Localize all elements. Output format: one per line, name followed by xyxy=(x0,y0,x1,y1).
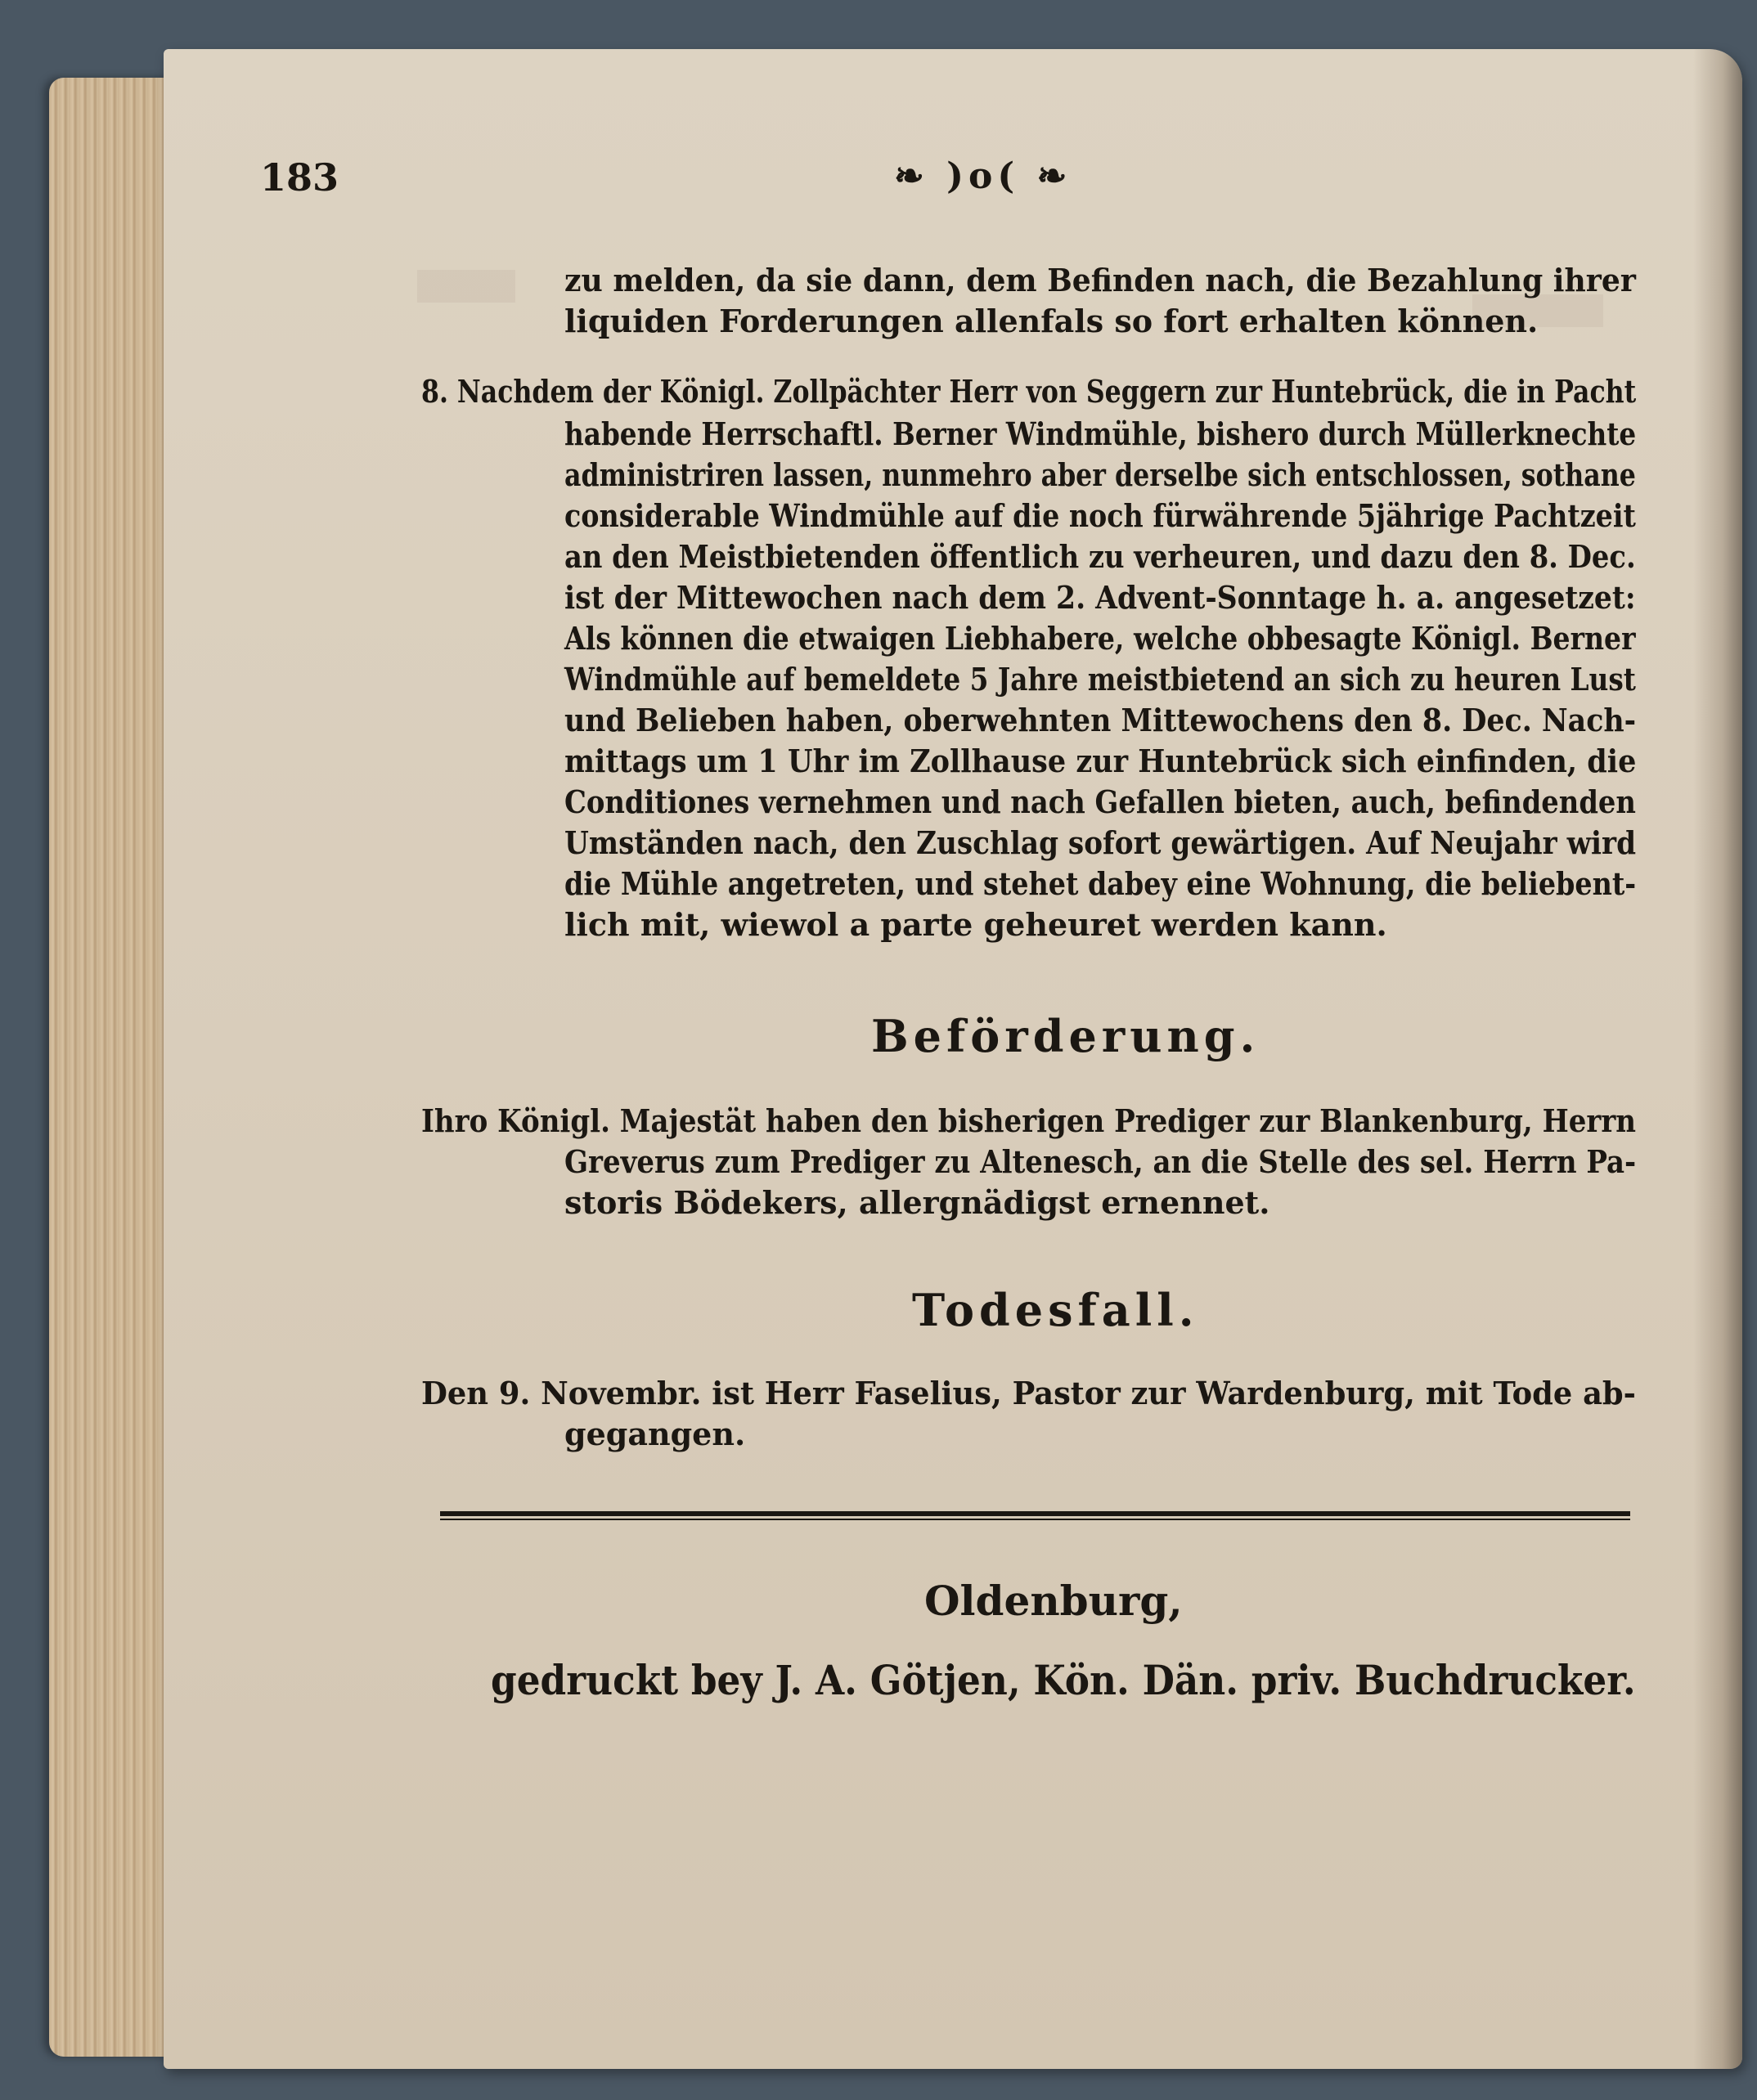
imprint-divider-rule xyxy=(440,1511,1630,1516)
text-line: und Belieben haben, oberwehnten Mittewochens den 8. Dec. Nach- xyxy=(564,702,1637,738)
text-line: Windmühle auf bemeldete 5 Jahre meistbietend an sich zu heuren Lust xyxy=(564,661,1636,698)
imprint-printer: gedruckt bey J. A. Götjen, Kön. Dän. priv. Buchdrucker. xyxy=(491,1656,1636,1704)
page-header xyxy=(260,155,1634,221)
text-line: liquiden Forderungen allenfals so fort erhalten können. xyxy=(564,303,1539,339)
text-line: storis Bödekers, allergnädigst ernennet. xyxy=(564,1184,1270,1221)
imprint-city: Oldenburg, xyxy=(924,1577,1183,1625)
text-line: Ihro Königl. Majestät haben den bisherigen Prediger zur Blankenburg, Herrn xyxy=(421,1102,1637,1139)
imprint-divider-rule-thin xyxy=(440,1519,1630,1520)
text-line: Conditiones vernehmen und nach Gefallen bieten, auch, befindenden xyxy=(564,783,1636,820)
text-line: ist der Mittewochen nach dem 2. Advent-Sonntage h. a. angesetzet: xyxy=(564,579,1636,616)
text-line: an den Meistbietenden öffentlich zu verheuren, und dazu den 8. Dec. xyxy=(564,538,1636,575)
text-line: zu melden, da sie dann, dem Befinden nach, die Bezahlung ihrer xyxy=(564,262,1636,298)
text-line: mittags um 1 Uhr im Zollhause zur Huntebrück sich einfinden, die xyxy=(564,743,1637,779)
page-number: 183 xyxy=(260,155,339,200)
show-through-blot xyxy=(417,270,515,303)
text-line: considerable Windmühle auf die noch fürwährende 5jährige Pachtzeit xyxy=(564,497,1636,534)
running-head-ornament: ❧ )o( ❧ xyxy=(894,155,1072,197)
section-heading-death: Todesfall. xyxy=(912,1284,1199,1336)
text-line: Umständen nach, den Zuschlag sofort gewärtigen. Auf Neujahr wird xyxy=(564,824,1637,861)
text-line: gegangen. xyxy=(564,1416,746,1452)
text-line: lich mit, wiewol a parte geheuret werden kann. xyxy=(564,906,1387,943)
section-heading-promotion: Beförderung. xyxy=(871,1010,1260,1062)
text-line: habende Herrschaftl. Berner Windmühle, bishero durch Müllerknechte xyxy=(564,415,1637,452)
text-line: Greverus zum Prediger zu Altenesch, an die Stelle des sel. Herrn Pa- xyxy=(564,1143,1637,1180)
text-line: die Mühle angetreten, und stehet dabey eine Wohnung, die beliebent- xyxy=(564,865,1637,902)
text-line: Den 9. Novembr. ist Herr Faselius, Pastor zur Wardenburg, mit Tode ab- xyxy=(421,1375,1636,1411)
text-line: Als können die etwaigen Liebhabere, welche obbesagte Königl. Berner xyxy=(564,620,1636,657)
text-line: 8. Nachdem der Königl. Zollpächter Herr von Seggern zur Huntebrück, die in Pacht xyxy=(421,373,1637,410)
text-line: administriren lassen, nunmehro aber derselbe sich entschlossen, sothane xyxy=(564,456,1636,493)
